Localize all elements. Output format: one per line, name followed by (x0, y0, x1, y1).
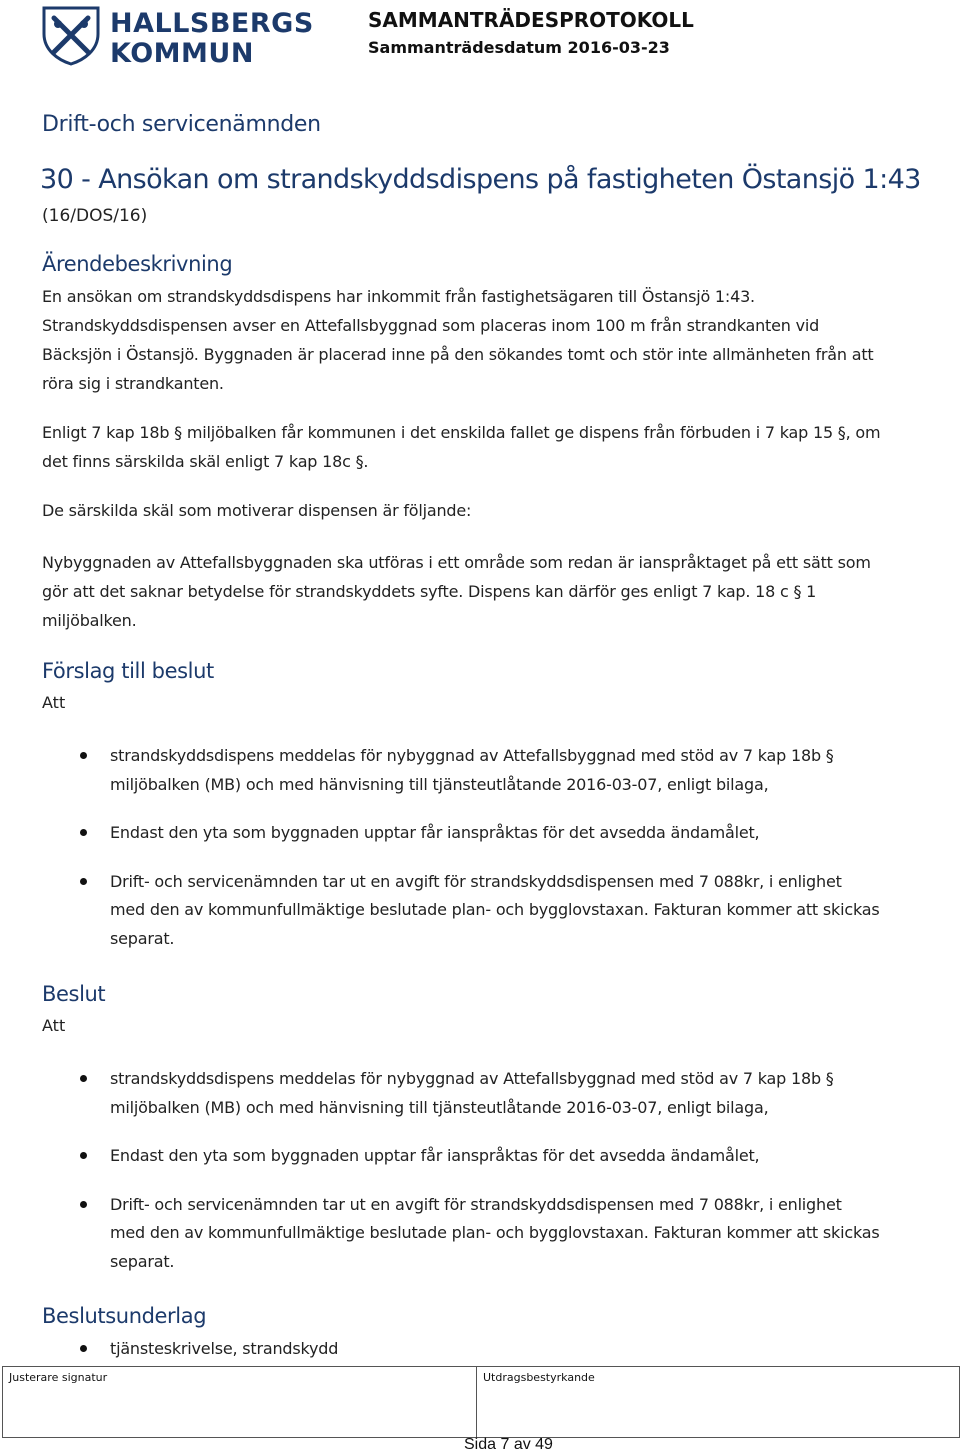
bullet-icon (80, 1201, 87, 1208)
signature-label: Justerare signatur (9, 1371, 108, 1384)
signature-box (2, 1366, 960, 1438)
list-item: Drift- och servicenämnden tar ut en avgift för strandskyddsdispensen med 7 088kr, i enlighet med den av kommunfullmäktige beslutade plan- och bygglovstaxan. Fakturan kommer att skickas separat. (80, 868, 880, 954)
excerpt-label: Utdragsbestyrkande (483, 1371, 595, 1384)
decision-list (80, 1065, 880, 1296)
list-item: Endast den yta som byggnaden upptar får ianspråktas för det avsedda ändamålet, (80, 1142, 880, 1171)
bullet-icon (80, 1075, 87, 1082)
bullet-icon (80, 752, 87, 759)
decision-att: Att (42, 1016, 66, 1035)
decision-heading: Beslut (42, 982, 106, 1006)
list-item: Drift- och servicenämnden tar ut en avgift för strandskyddsdispensen med 7 088kr, i enlighet med den av kommunfullmäktige beslutade plan- och bygglovstaxan. Fakturan kommer att skickas separat. (80, 1191, 880, 1277)
logo-line-2: KOMMUN (110, 38, 254, 69)
logo-line-1: HALLSBERGS (110, 8, 314, 39)
list-item: tjänsteskrivelse, strandskydd (80, 1335, 880, 1364)
document-type: SAMMANTRÄDESPROTOKOLL (368, 8, 694, 32)
description-heading: Ärendebeskrivning (42, 252, 233, 276)
description-paragraph-2: Enligt 7 kap 18b § miljöbalken får kommunen i det enskilda fallet ge dispens från förbuden i 7 kap 15 §, om det finns särskilda skäl enligt 7 kap 18c §. (42, 423, 881, 471)
bullet-icon (80, 829, 87, 836)
list-item: Endast den yta som byggnaden upptar får ianspråktas för det avsedda ändamålet, (80, 819, 880, 848)
basis-heading: Beslutsunderlag (42, 1304, 207, 1328)
municipality-logo (40, 4, 314, 69)
meeting-date: Sammanträdesdatum 2016-03-23 (368, 38, 670, 57)
description-paragraph-3: De särskilda skäl som motiverar dispensen är följande: (42, 501, 472, 520)
page-number: Sida 7 av 49 (464, 1436, 553, 1453)
case-title: 30 - Ansökan om strandskyddsdispens på fastigheten Östansjö 1:43 (40, 164, 921, 195)
description-paragraph-1: En ansökan om strandskyddsdispens har inkommit från fastighetsägaren till Östansjö 1:43. Strandskyddsdispensen avser en Attefallsbyggnad som placeras inom 100 m från strandkanten vid Bäcksjön i Östansjö. Byggnaden är placerad inne på den sökandes tomt och stör inte allmänheten från att röra sig i strandkanten. (42, 287, 874, 393)
proposal-list (80, 742, 880, 973)
proposal-heading: Förslag till beslut (42, 659, 214, 683)
committee-name: Drift-och servicenämnden (42, 112, 321, 137)
footer-divider (476, 1367, 477, 1437)
description-paragraph-4: Nybyggnaden av Attefallsbyggnaden ska utföras i ett område som redan är ianspråktaget på ett sätt som gör att det saknar betydelse för strandskyddets syfte. Dispens kan därför ges enligt 7 kap. 18 c § 1 miljöbalken. (42, 553, 871, 630)
bullet-icon (80, 1152, 87, 1159)
bullet-icon (80, 878, 87, 885)
bullet-icon (80, 1345, 87, 1352)
list-item: strandskyddsdispens meddelas för nybyggnad av Attefallsbyggnad med stöd av 7 kap 18b § miljöbalken (MB) och med hänvisning till tjänsteutlåtande 2016-03-07, enligt bilaga, (80, 1065, 880, 1122)
coat-of-arms-icon (40, 4, 102, 66)
proposal-att: Att (42, 693, 66, 712)
case-number: (16/DOS/16) (42, 206, 148, 226)
list-item: strandskyddsdispens meddelas för nybyggnad av Attefallsbyggnad med stöd av 7 kap 18b § miljöbalken (MB) och med hänvisning till tjänsteutlåtande 2016-03-07, enligt bilaga, (80, 742, 880, 799)
